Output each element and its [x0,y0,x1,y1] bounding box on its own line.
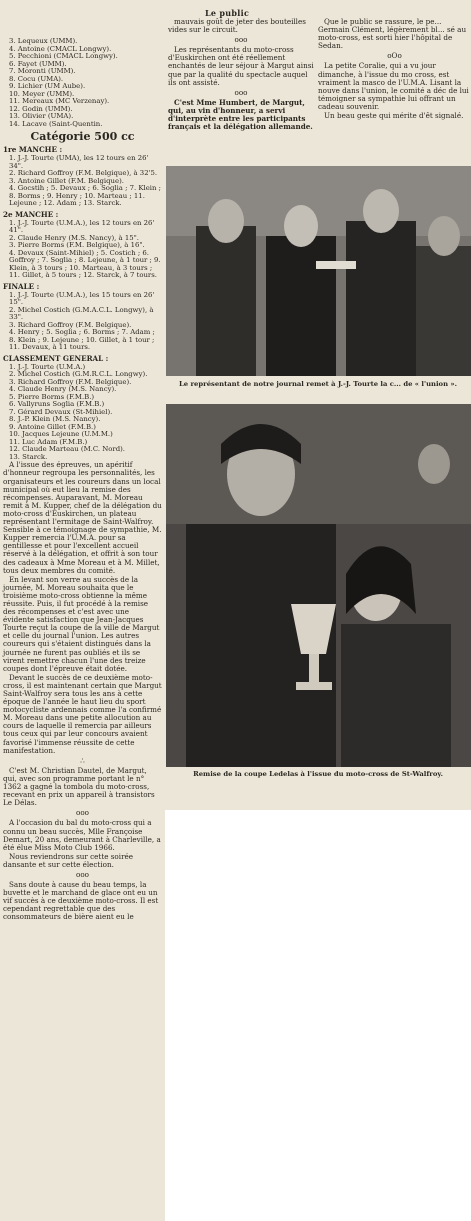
list-item: 9. Lichier (UM Aube). [9,82,86,90]
separator: ooo [76,869,89,879]
article-paragraph: La petite Coralie, qui a vu jour dimanche, à l'issue du mo cross, est vraiment la masco de l'U.M.A. Lisant la nouve dans l'union, le comité a déc de lui témoigner sa sympathie lui offrant un cadeau souvenir. [318,61,469,111]
article-paragraph: En levant son verre au succès de la journée, M. Moreau souhaita que le troisième moto-cross obtienne la même réussite. Puis, il fut procédé à la remise des récompenses et c'est avec une évidente satisfaction que Jean-Jacques Tourte reçut la coupe de la ville de Margut et celle du journal l'union. Les autres coureurs qui s'étaient distingués dans la journée ne furent pas oubliés et ils se virent remettre chacun l'une des treize coupes dont l'épreuve était dotée. [3,574,160,673]
list-item: 4. Devaux (Saint-Mihiel) ; 5. Costich ; 6. Goffroy ; 7. Soglia ; 8. Lejeune, à 1 tour ; 9. Klein, à 3 tours ; 10. Marteau, à 3 tours ; 11. Gillet, à 5 tours ; 12. Starck, à 7 tours. [9,248,161,280]
list-item: 11. Mereaux (MC Verzenay). [9,97,110,105]
list-item: 9. Antoine Gillet (F.M.B.) [9,422,96,431]
list-item: 10. Jacques Lejeune (U.M.M.) [9,430,113,439]
section-header: Le public [205,8,250,18]
results-column [3,38,162,923]
list-item: 2. Michel Costich (G.M.R.C.L. Longwy). [9,370,148,379]
list-item: 3. Richard Goffroy (F.M. Belgique). [9,377,132,386]
list-item: 11. Luc Adam (F.M.B.) [9,437,88,446]
list-item: 6. Vallyruns Soglia (F.M.B.) [9,400,105,409]
list-item: 3. Richard Goffroy (F.M. Belgique). [9,320,132,329]
list-item: 7. Gérard Devaux (St-Mihiel). [9,407,113,416]
manche2-title: 2e MANCHE : [3,209,59,219]
article-paragraph: mauvais goût de jeter des bouteilles vides sur le circuit. [168,17,306,35]
manche1-title: 1re MANCHE : [3,145,63,154]
separator: ∴ [80,755,85,765]
article-paragraph: Les représentants du moto-cross d'Euskirchen ont été réellement enchantés de leur séjour à Margut ainsi que par la qualité du spectacle auquel ils ont assisté. [168,45,314,87]
article-paragraph: Sans doute à cause du beau temps, la buvette et le marchand de glace ont eu un vif succès à ce deuxième moto-cross. Il est cependant regrettable que des consommateurs de bière aient eu le [3,880,159,922]
list-item: 10. Meyer (UMM). [9,89,75,98]
list-item: 4. Gocstih ; 5. Devaux ; 6. Soglia ; 7. Klein ; 8. Borms ; 9. Henry ; 10. Marteau ; 11. Lejeune ; 12. Adam ; 13. Starck. [9,184,161,208]
separator: oOo [387,51,402,61]
photo-cup-ceremony [166,404,471,767]
article-paragraph: C'est Mme Humbert, de Margut, qui, au vin d'honneur, a servi d'interprète entre les participants français et la délégation allemande. [168,97,313,132]
list-item: 2. Claude Henry (M.S. Nancy), à 15". [9,233,139,242]
list-item: 13. Starck. [9,452,48,461]
list-item: 8. J.-P. Klein (M.S. Nancy). [9,415,101,424]
article-paragraph: Devant le succès de ce deuxième moto-cross, il est maintenant certain que Margut Saint-Walfroy sera tous les ans à cette époque de l'année le haut lieu du sport motocycliste ardennais comme l'a confirmé M. Moreau dans une petite allocution au cours de laquelle il remercia par ailleurs tous ceux qui par leur concours avaient favorisé l'immense réussite de cette manifestation. [3,672,162,755]
list-item: 13. Olivier (UMA). [9,112,74,120]
article-paragraph: Nous reviendrons sur cette soirée dansante et sur cette élection. [3,851,134,869]
list-item: 12. Godin (UMM). [9,104,73,113]
list-item: 1. J.-J. Tourte (U.M.A.) [9,362,86,371]
article-paragraph: A l'occasion du bal du moto-cross qui a connu un beau succès, Mlle Françoise Demart, 20 ans, demeurant à Charleville, a été élue Miss Moto Club 1966. [3,818,161,852]
list-item: 14. Lacave (Saint-Quentin. [9,119,103,128]
separator: ooo [234,87,248,97]
list-item: 5. Pierre Borms (F.M.B.) [9,392,95,401]
list-item: 3. Antoine Gillet (F.M. Belgique). [9,176,124,185]
list-item: 3. Lequeux (UMM). [9,37,78,45]
list-item: 1. J.-J. Tourte (UMA), les 12 tours en 26' 34". [9,154,149,170]
list-item: 4. Henry ; 5. Soglia ; 6. Borms ; 7. Adam ; 8. Klein ; 9. Lejeune ; 10. Gillet, à 1 tour ; 11. Devaux, à 11 tours. [9,328,155,352]
list-item: 1. J.-J. Tourte (U.M.A.), les 12 tours en 26' 41". [9,218,155,235]
separator: ooo [76,808,89,818]
article-paragraph: Un beau geste qui mérite d'êt signalé. [324,111,464,121]
list-item: 6. Fayet (UMM). [9,59,67,68]
list-item: 8. Cocu (UMA). [9,74,64,83]
list-item: 12. Claude Marteau (M.C. Nord). [9,445,125,454]
photo2-caption: Remise de la coupe Ledelas à l'issue du moto-cross de St-Walfroy. [193,770,443,778]
category-title: Catégorie 500 cc [30,130,135,143]
article-paragraph: C'est M. Christian Dautel, de Margut, qui, avec son programme portant le n° 1362 a gagné la tombola du moto-cross, recevant en prix un appareil à transistors Le Délas. [3,765,155,808]
photo-trophy-presentation [166,166,471,376]
list-item: 4. Claude Henry (M.S. Nancy). [9,385,117,394]
list-item: 1. J.-J. Tourte (U.M.A.), les 15 tours en 26' 15". [9,290,155,307]
article-paragraph: Que le public se rassure, le pe... Germain Clément, légèrement bl... sé au moto-cross, est sorti hier l'hôpital de Sedan. [318,17,467,51]
article-paragraph: A l'issue des épreuves, un apéritif d'honneur regroupa les personnalités, les organisateurs et les coureurs dans un local municipal où eut lieu la remise des récompenses. Auparavant, M. Moreau remit à M. Kupper, chef de la délégation du moto-cross d'Euskirchen, un plateau représentant l'ermitage de Saint-Walfroy. Sensible à ce témoignage de sympathie, M. Kupper remercia l'U.M.A. pour sa gentillesse et pour l'excellent accueil réservé à la délégation, et offrit à son tour des cadeaux à Mme Moreau et à M. Millet, tous deux membres du comité. [3,460,162,575]
public-column [168,0,314,132]
list-item: 7. Moronti (UMM). [9,67,76,75]
list-item: 5. Pecchioni (CMACL Longwy). [9,52,118,60]
list-item: 2. Michel Costich (G.M.A.C.L. Longwy), à 33". [9,305,154,322]
list-item: 2. Richard Goffroy (F.M. Belgique), à 32'5. [9,169,158,178]
separator: ooo [234,35,248,45]
list-item: 3. Pierre Borms (F.M. Belgique), à 16". [9,241,145,250]
finale-title: FINALE : [3,281,40,291]
list-item: 4. Antoine (CMACL Longwy). [9,44,112,53]
general-title: CLASSEMENT GENERAL : [3,353,109,363]
photo1-caption: Le représentant de notre journal remet à J.-J. Tourte la c... de « l'union ». [178,380,457,388]
right-column [318,0,471,121]
results-list-top [3,38,162,128]
